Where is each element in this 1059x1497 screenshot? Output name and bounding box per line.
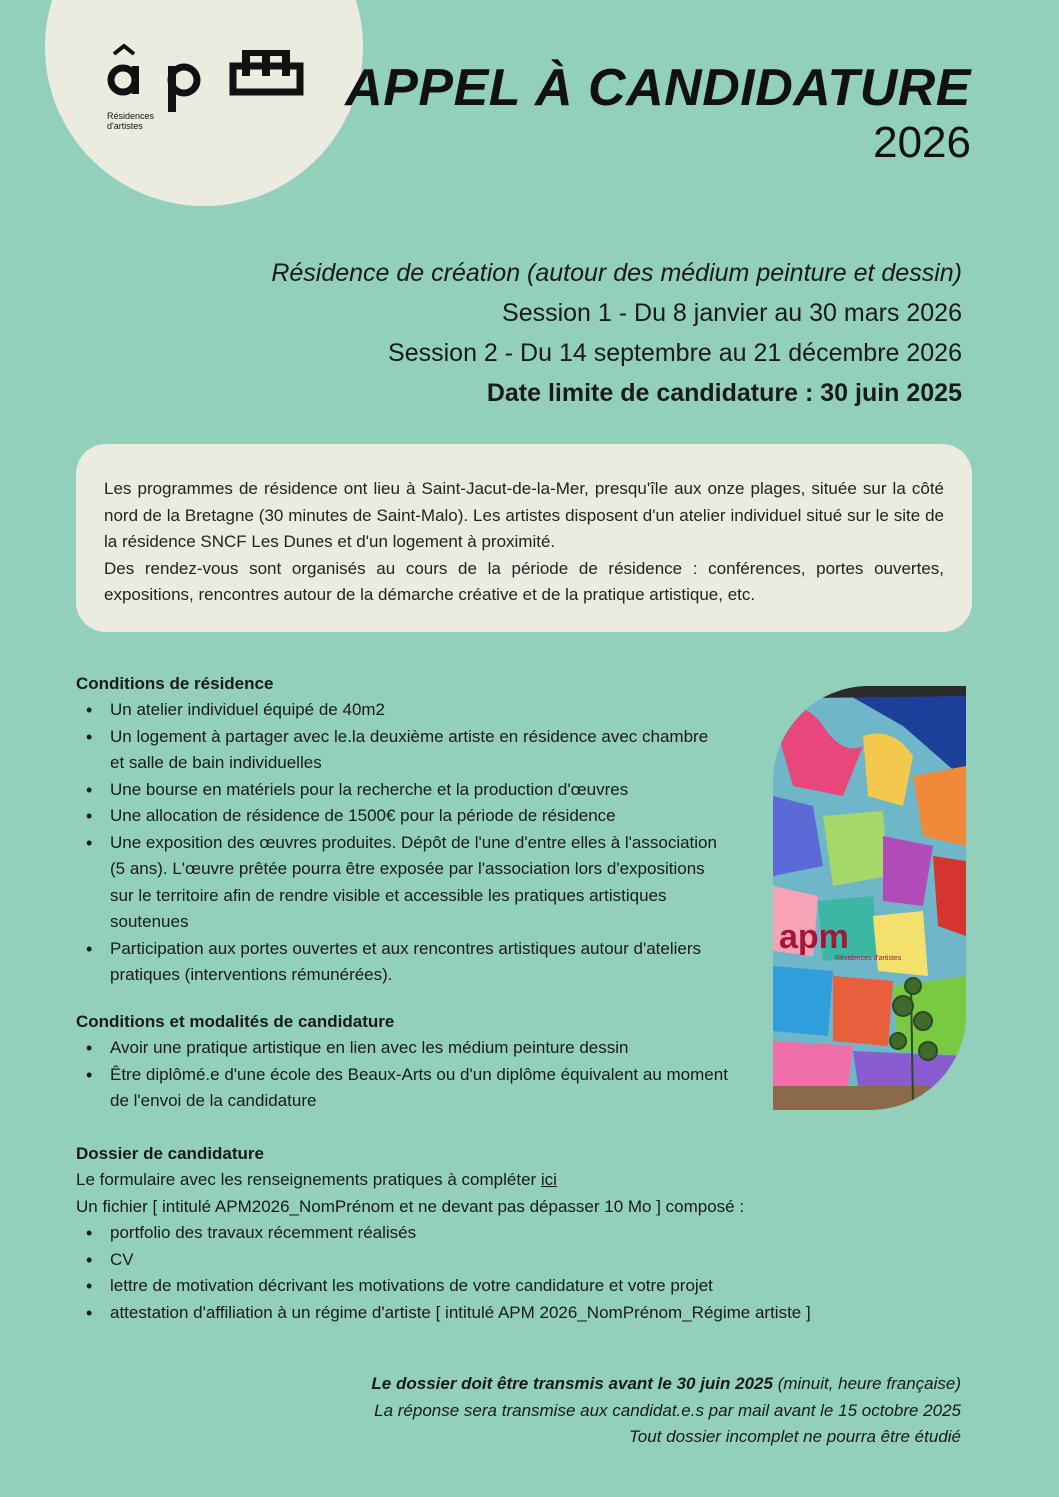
- eligibility-list: [76, 1035, 736, 1115]
- conditions-heading: Conditions de résidence: [76, 674, 274, 693]
- dossier-form-line: [76, 1167, 916, 1194]
- intro-box: [76, 444, 972, 632]
- dossier-heading: Dossier de candidature: [76, 1144, 265, 1163]
- intro-paragraph-1: Les programmes de résidence ont lieu à Saint-Jacut-de-la-Mer, presqu'île aux onze plages, située sur la côté nord de la Bretagne (30 minutes de Saint-Malo). Les artistes disposent d'un atelier individuel situé sur le site de la résidence SNCF Les Dunes et d'un logement à proximité.: [104, 479, 944, 551]
- session-2: Session 2 - Du 14 septembre au 21 décembre 2026: [388, 339, 962, 367]
- list-item: • CV: [76, 1247, 916, 1274]
- page-year: 2026: [873, 118, 971, 167]
- session-1: Session 1 - Du 8 janvier au 30 mars 2026: [502, 299, 962, 327]
- footer-line-3: Tout dossier incomplet ne pourra être étudié: [628, 1427, 961, 1446]
- eligibility-heading: Conditions et modalités de candidature: [76, 1012, 395, 1031]
- residence-type: Résidence de création (autour des médium peinture et dessin): [271, 259, 962, 287]
- dossier-section: [76, 1141, 916, 1326]
- list-item: • Un atelier individuel équipé de 40m2: [76, 697, 726, 724]
- deadline: Date limite de candidature : 30 juin 2025: [486, 379, 962, 407]
- form-link[interactable]: ici: [540, 1170, 557, 1189]
- footer: [371, 1371, 961, 1451]
- list-item: • Une exposition des œuvres produites. Dépôt de l'une d'entre elles à l'association (5 ans). L'œuvre prêtée pourra être exposée par l'association lors d'expositions sur le territoire afin de rendre visible et accessible les pratiques artistiques soutenues: [76, 830, 726, 936]
- list-item: • lettre de motivation décrivant les motivations de votre candidature et votre projet: [76, 1273, 916, 1300]
- list-item: • Un logement à partager avec le.la deuxième artiste en résidence avec chambre et salle de bain individuelles: [76, 724, 726, 777]
- mural-photo: [773, 686, 966, 1110]
- list-item: • Participation aux portes ouvertes et aux rencontres artistiques autour d'ateliers pratiques (interventions rémunérées).: [76, 936, 726, 989]
- sessions-block: [271, 253, 962, 413]
- logo-subtitle: Résidences d'artistes: [107, 111, 155, 131]
- footer-line-2: La réponse sera transmise aux candidat.e.s par mail avant le 15 octobre 2025: [374, 1400, 961, 1420]
- footer-line-1: [371, 1371, 961, 1398]
- dossier-list: [76, 1220, 916, 1326]
- footer-deadline-note: (minuit, heure française): [772, 1374, 961, 1393]
- footer-deadline: Le dossier doit être transmis avant le 30 juin 2025: [371, 1374, 773, 1393]
- list-item: • Une bourse en matériels pour la recherche et la production d'œuvres: [76, 777, 726, 804]
- svg-text:Résidences d'artistes: Résidences d'artistes: [835, 955, 902, 962]
- dossier-form-text: Le formulaire avec les renseignements pratiques à compléter: [76, 1170, 541, 1189]
- list-item: • Une allocation de résidence de 1500€ pour la période de résidence: [76, 803, 726, 830]
- list-item: • portfolio des travaux récemment réalisés: [76, 1220, 916, 1247]
- page-title: APPEL À CANDIDATURE: [345, 59, 971, 117]
- svg-text:apm: apm: [779, 918, 849, 956]
- intro-paragraph-2: Des rendez-vous sont organisés au cours de la période de résidence : conférences, portes ouvertes, expositions, rencontres autour de la démarche créative et de la pratique artistique, etc.: [104, 558, 944, 604]
- conditions-section: [76, 671, 726, 989]
- conditions-list: [76, 697, 726, 989]
- eligibility-section: [76, 1009, 736, 1115]
- list-item: • Être diplômé.e d'une école des Beaux-Arts ou d'un diplôme équivalent au moment de l'envoi de la candidature: [76, 1062, 736, 1115]
- list-item: • attestation d'affiliation à un régime d'artiste [ intitulé APM 2026_NomPrénom_Régime artiste ]: [76, 1300, 916, 1327]
- list-item: • Avoir une pratique artistique en lien avec les médium peinture dessin: [76, 1035, 736, 1062]
- dossier-file-line: Un fichier [ intitulé APM2026_NomPrénom et ne devant pas dépasser 10 Mo ] composé :: [76, 1196, 745, 1216]
